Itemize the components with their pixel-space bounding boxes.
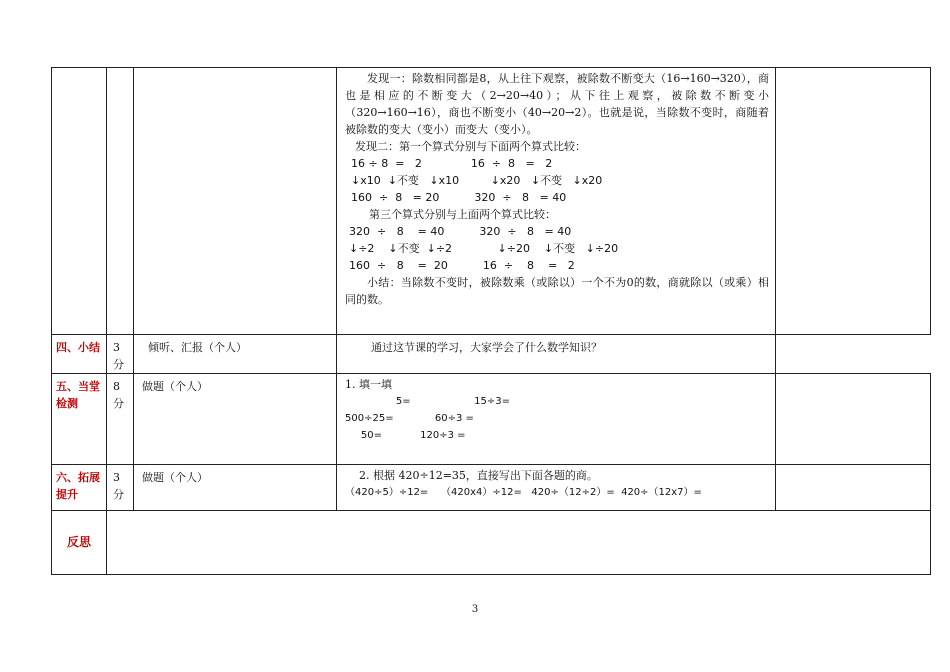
reflection-title: 反思 bbox=[52, 511, 107, 575]
table-row bbox=[52, 374, 931, 465]
notes-cell bbox=[776, 335, 931, 374]
extension-prompt: 2. 根据 420÷12=35，直接写出下面各题的商。 bbox=[359, 469, 598, 482]
content-cell bbox=[337, 465, 776, 511]
page-number: 3 bbox=[471, 604, 479, 615]
activity-text: 做题（个人） bbox=[134, 465, 337, 511]
finding-two-intro: 发现二：第一个算式分别与下面两个算式比较： bbox=[355, 140, 586, 153]
finding-one: 发现一：除数相同都是8，从上往下观察，被除数不断变大（16→160→320），商也是相应的不断变大（2→20→40）；从下往上观察，被除数不断变小（320→160→16），商也不断变小（40→20→2）。也就是说，当除数不变时，商随着被除数的变大（变小）而变大（变小）。 bbox=[345, 72, 769, 136]
equation-line: ↓÷2 ↓不变 ↓÷2 ↓÷20 ↓不变 ↓÷20 bbox=[349, 242, 619, 255]
table-row bbox=[52, 465, 931, 511]
table-row bbox=[52, 511, 931, 575]
content-cell bbox=[337, 374, 776, 465]
summary-text: 小结：当除数不变时，被除数乘（或除以）一个不为0的数，商就除以（或乘）相同的数。 bbox=[345, 276, 769, 306]
equation-line: 160 ÷ 8 = 20 320 ÷ 8 = 40 bbox=[351, 191, 567, 204]
section-cell-empty bbox=[52, 68, 107, 335]
exercise-line: 50= 120÷3 = bbox=[345, 430, 466, 441]
reflection-cell bbox=[107, 511, 931, 575]
activity-text: 做题（个人） bbox=[134, 374, 337, 465]
minutes-value: 3 分 bbox=[107, 465, 134, 511]
lesson-plan-table bbox=[51, 67, 931, 575]
minutes-cell-empty bbox=[107, 68, 134, 335]
equation-line: ↓x10 ↓不变 ↓x10 ↓x20 ↓不变 ↓x20 bbox=[351, 174, 603, 187]
exercise-line: 500÷25= 60÷3 = bbox=[345, 413, 474, 424]
table-row bbox=[52, 335, 931, 374]
section-title: 六、拓展提升 bbox=[52, 465, 107, 511]
notes-cell bbox=[776, 374, 931, 465]
content-cell bbox=[337, 335, 776, 374]
table-row bbox=[52, 68, 931, 335]
section-title: 四、小结 bbox=[52, 335, 107, 374]
notes-cell bbox=[776, 68, 931, 335]
extension-problems: （420÷5）÷12= （420x4）÷12= 420÷（12÷2）= 420÷（12x7）= bbox=[345, 487, 702, 498]
exercise-heading: 1. 填一填 bbox=[345, 378, 392, 391]
notes-cell bbox=[776, 465, 931, 511]
equation-line: 320 ÷ 8 = 40 320 ÷ 8 = 40 bbox=[349, 225, 572, 238]
question-text: 通过这节课的学习，大家学会了什么数学知识？ bbox=[371, 341, 602, 354]
minutes-value: 8 分 bbox=[107, 374, 134, 465]
content-cell bbox=[337, 68, 776, 335]
equation-line: 16 ÷ 8 = 2 16 ÷ 8 = 2 bbox=[351, 157, 553, 170]
activity-cell-empty bbox=[134, 68, 337, 335]
section-title: 五、当堂检测 bbox=[52, 374, 107, 465]
activity-text: 倾听、汇报（个人） bbox=[134, 335, 337, 374]
exercise-line: 5= 15÷3= bbox=[345, 396, 511, 407]
equation-line: 160 ÷ 8 = 20 16 ÷ 8 = 2 bbox=[349, 259, 575, 272]
finding-three-intro: 第三个算式分别与上面两个算式比较： bbox=[369, 208, 556, 221]
minutes-value: 3 分 bbox=[107, 335, 134, 374]
